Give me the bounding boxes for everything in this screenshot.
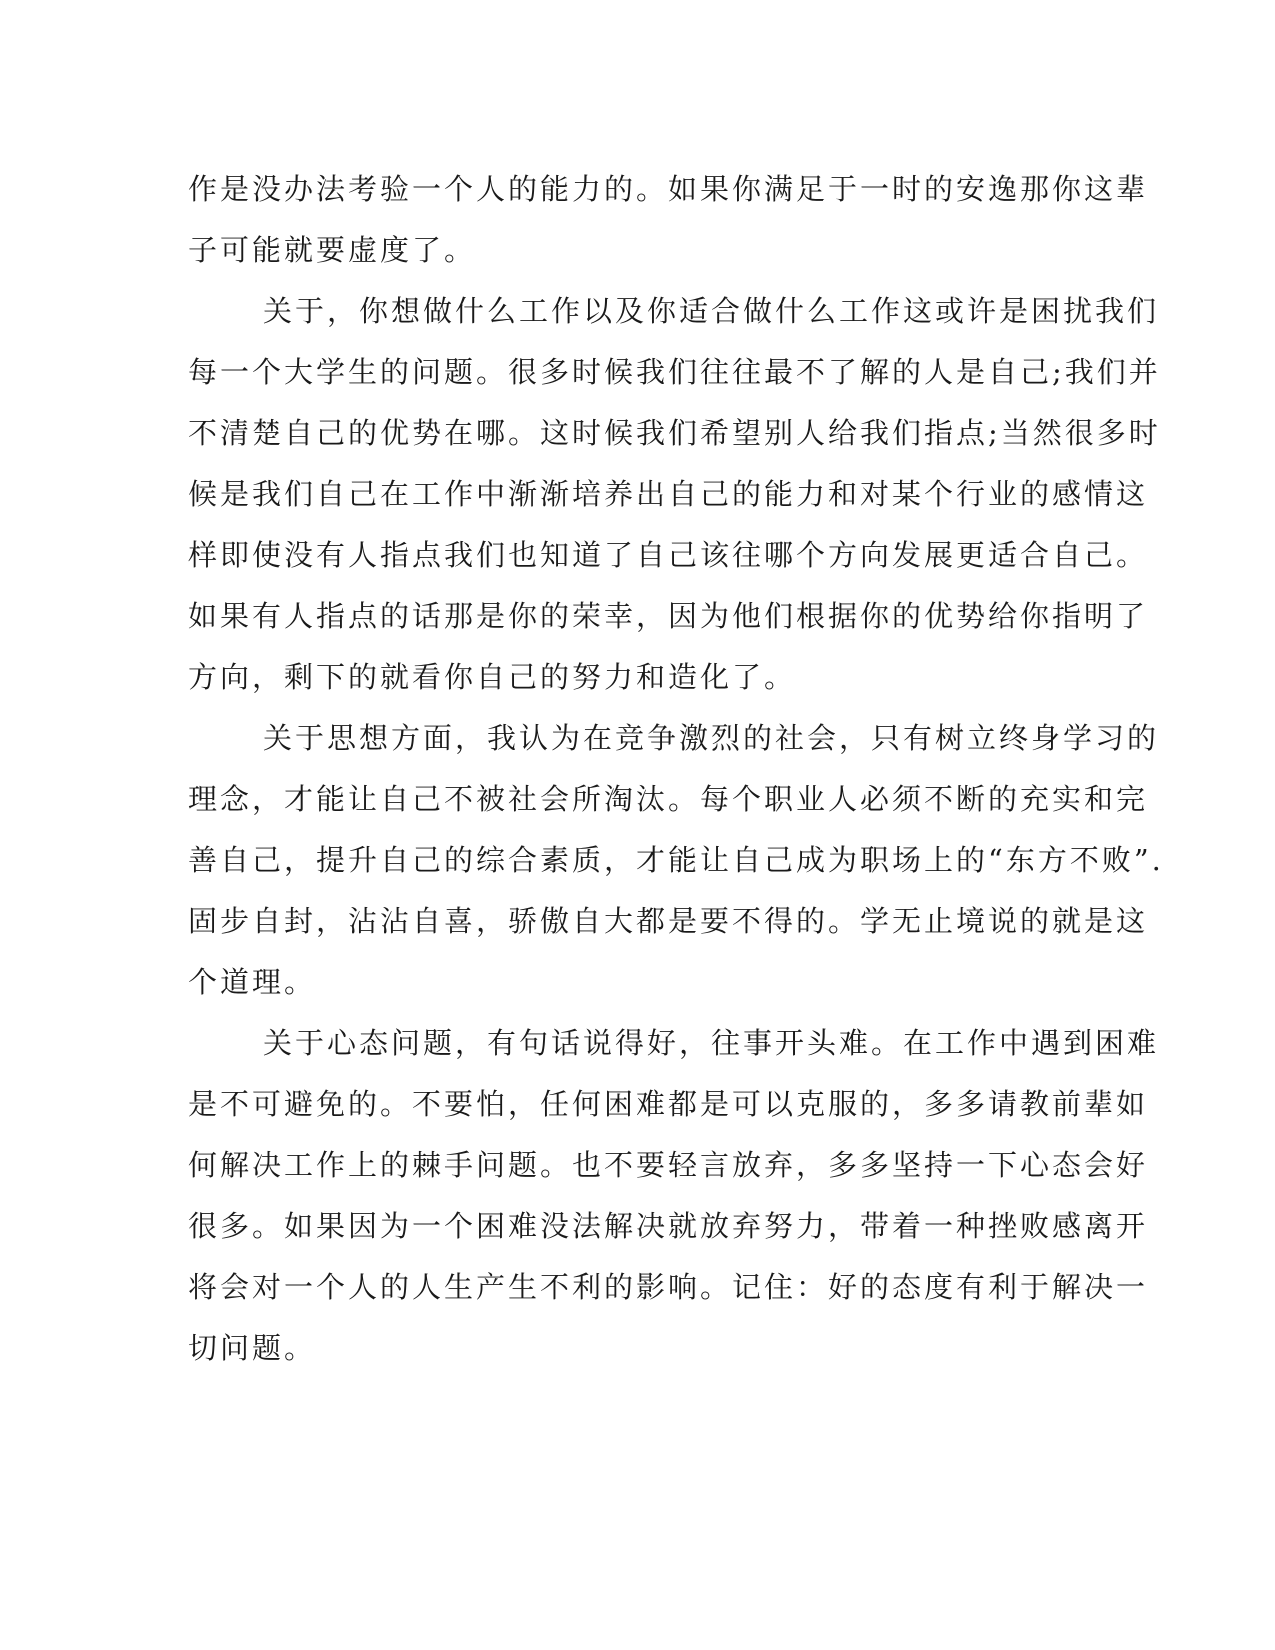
text-line: 如果有人指点的话那是你的荣幸，因为他们根据你的优势给你指明了 bbox=[188, 599, 1149, 633]
document-body bbox=[188, 159, 1164, 1379]
text-line: 个道理。 bbox=[188, 965, 317, 999]
paragraph-2 bbox=[188, 281, 1161, 708]
text-line: 何解决工作上的棘手问题。也不要轻言放弃，多多坚持一下心态会好 bbox=[188, 1148, 1149, 1182]
text-line: 候是我们自己在工作中渐渐培养出自己的能力和对某个行业的感情这 bbox=[188, 477, 1149, 511]
text-line: 子可能就要虚度了。 bbox=[188, 233, 477, 267]
text-line: 很多。如果因为一个困难没法解决就放弃努力，带着一种挫败感离开 bbox=[188, 1209, 1149, 1243]
paragraph-4 bbox=[188, 1013, 1160, 1379]
text-line: 方向，剩下的就看你自己的努力和造化了。 bbox=[188, 660, 797, 694]
text-line: 样即使没有人指点我们也知道了自己该往哪个方向发展更适合自己。 bbox=[188, 538, 1149, 572]
text-line: 关于，你想做什么工作以及你适合做什么工作这或许是困扰我们 bbox=[263, 294, 1160, 328]
text-line: 将会对一个人的人生产生不利的影响。记住：好的态度有利于解决一 bbox=[188, 1270, 1149, 1304]
text-line: 每一个大学生的问题。很多时候我们往往最不了解的人是自己;我们并 bbox=[188, 355, 1161, 389]
paragraph-3 bbox=[188, 708, 1164, 1013]
text-line: 善自己，提升自己的综合素质，才能让自己成为职场上的“东方不败”. bbox=[188, 843, 1164, 877]
text-line: 固步自封，沾沾自喜，骄傲自大都是要不得的。学无止境说的就是这 bbox=[188, 904, 1149, 938]
text-line: 不清楚自己的优势在哪。这时候我们希望别人给我们指点;当然很多时 bbox=[188, 416, 1161, 450]
text-line: 关于思想方面，我认为在竞争激烈的社会，只有树立终身学习的 bbox=[263, 721, 1160, 755]
text-line: 切问题。 bbox=[188, 1331, 317, 1365]
text-line: 理念，才能让自己不被社会所淘汰。每个职业人必须不断的充实和完 bbox=[188, 782, 1149, 816]
text-line: 是不可避免的。不要怕，任何困难都是可以克服的，多多请教前辈如 bbox=[188, 1087, 1149, 1121]
text-line: 作是没办法考验一个人的能力的。如果你满足于一时的安逸那你这辈 bbox=[188, 172, 1149, 206]
text-line: 关于心态问题，有句话说得好，往事开头难。在工作中遇到困难 bbox=[263, 1026, 1160, 1060]
paragraph-1 bbox=[188, 159, 1149, 281]
